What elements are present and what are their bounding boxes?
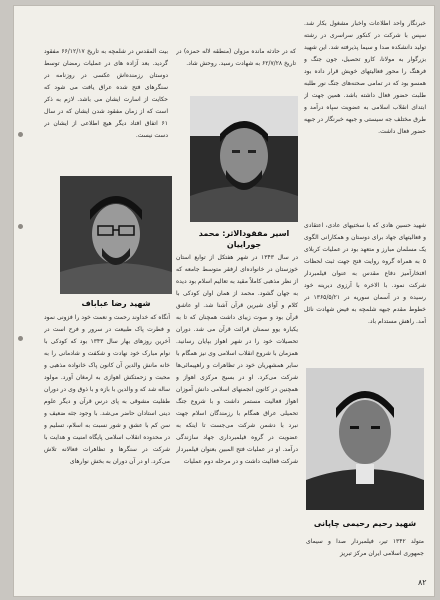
binder-hole (18, 224, 23, 229)
portrait-photo-bottom-right (306, 368, 424, 510)
portrait-photo-top-left (60, 176, 172, 294)
page-number: ۸۲ (418, 578, 427, 587)
binder-hole (18, 132, 23, 137)
portrait-photo-top-mid (190, 96, 298, 222)
mid-col-text: در سال ۱۳۴۳ در شهر هفتکل از توابع استان خوزستان در خانواده‌ای ارفقر متوسط جامعه که از نظر مذهبی کاملاً مقید به تعالیم اسلام بود دیده به جهان گشود. محمد از همان اوان کودکی با کلام و آوای شیرین قرآن آشنا شد. او عاشق قرآن بود و صوت زیبای داشت همچنان که تا به یکباره یوو سمنان قرائت قرآن می شد. دوران تحصیلات خود را در شهر اهواز بپایان رسانید. همزمان با شروع انقلاب اسلامی وی نیز همگام با سایر همشهریان خود در تظاهرات و راهپیمائی‌ها شرکت می‌کرد. او در بسیج مرکزی اهواز و همچنین در کانون انجمنهای اسلامی دانش آموزان اهواز فعالیت مستمر داشت و با شروع جنگ تحمیلی عراق همگام با رزمندگان اسلام جهت نبرد با دشمن شرکت می‌جست تا اینکه به عضویت در گروه فیلمبرداری جهاد سازندگی درآمد. او در عملیات فتح المبین بعنوان فیلمبردار شرکت فعالیت داشت و در مرحله دوم عملیات (176, 254, 298, 465)
caption-photo-top-left: شهید رضا عباباف (81, 299, 151, 308)
top-right-text: خبرنگار واحد اطلاعات واخبار مشغول بکار شد. سپس با شرکت در کنکور سراسری در رشته تولید دانشکده صدا و سیما پذیرفته شد. این شهید بزرگوار به مولانا، کارو تحصیل، جون جنگ و فرهنگ را محور فعالیتهای خویش قرار داده بود همسو بود که در تمامی صحنه‌های جنگ نور طلبه طلبت حضور فعال داشته باشد. همین جهت از ابتدای انقلاب اسلامی به عضویت سپاه درآمد و طرق مختلف جه سیستی و جبهه خبرنگار در جبهه حضور فعال داشت. (304, 20, 426, 135)
caption-photo-top-mid: اسیر مفقودالاثر: محمد جوراییان (198, 229, 290, 249)
binder-hole (18, 336, 23, 341)
document-page (14, 6, 434, 596)
top-left-text: بیت المقدس در شلمچه به تاریخ ۶۶/۱۲/۱۷ مفقود گردید. بعد آزاده های در عملیات رمضان توسط دوستان رزمنده‌اش عکسی در روزنامه در سنگرهای فتح شده عراق یافت می شود که حکایت از اسارت ایشان می باشد. لازم به ذکر است که از زمان مفقود شدن ایشان که در سال ۶۱ اتفاق افتاد دیگر هیچ اطلاعی از ایشان در دست نیست. (44, 48, 168, 139)
bottom-left-text: آنگاه که خداوند رحمت و نعمت خود را فزونی نمود و فطرت پاک طبیعت در سرور و فرح است در آخرین روزهای بهار سال ۱۳۴۳ بود که کودکی با نوام مبارک خود نهادت و شکفت و شادمانی را به خانه مانش والدین آن کانون پاک خانواده مذهبی و محبت و زحمتکش اهوازی به ارمغان آورد. مولود ساله شد که و والدین با بازه و با ذوق وی در دوران طفلیت مشوقی به پای درس قرآن و دیگر علوم دینی استادان حاضر می‌شد. با وجود جثه ضعیف و سن کم با عشق و شور نسبت به اسلام، تسلیم و در محدوده انقلاب اسلامی پایگاه امنیت و هدایت با شرکت در سنگرها و تظاهرات فعالانه تلاش می‌کرد. او در آن دوران به بخش نوارهای (44, 314, 170, 465)
bottom-right-text: متولد ۱۳۴۲ تیر، فیلمبردار صدا و سیمای جمهوری اسلامی ایران مرکز تبریز (306, 538, 424, 557)
mid-right-text: شهید حسین هادی که با سختیهای عادی، اعتقادی و فعالیتهای جهاد برای دوستان و همکارانی الگوی یک مسلمان مبارز و متعهد بود در عملیات کربلای ۵ به همراه گروه روایت فتح جهت ثبت لحظات افتخارآمیز دفاع مقدس به عنوان فیلمبردار شرکت نمود. با الاخره با آرزوی دیرینه خود رسیده و در آسمان سوریه در ۱۳۶۵/۵/۲۱ در خطوط مقدم جبهه شلمچه به فیض شهادت نائل آمد. راهش مستدام باد. (304, 222, 426, 325)
caption-photo-bottom-right: شهید رحیم رحیمی چاپانی (313, 519, 417, 528)
top-mid-text: که در حادثه مانده مزوان (منطقه لاله حمزه) در تاریخ ۶۲/۷/۲۸ به شهادت رسید. روحش شاد. (176, 48, 296, 67)
